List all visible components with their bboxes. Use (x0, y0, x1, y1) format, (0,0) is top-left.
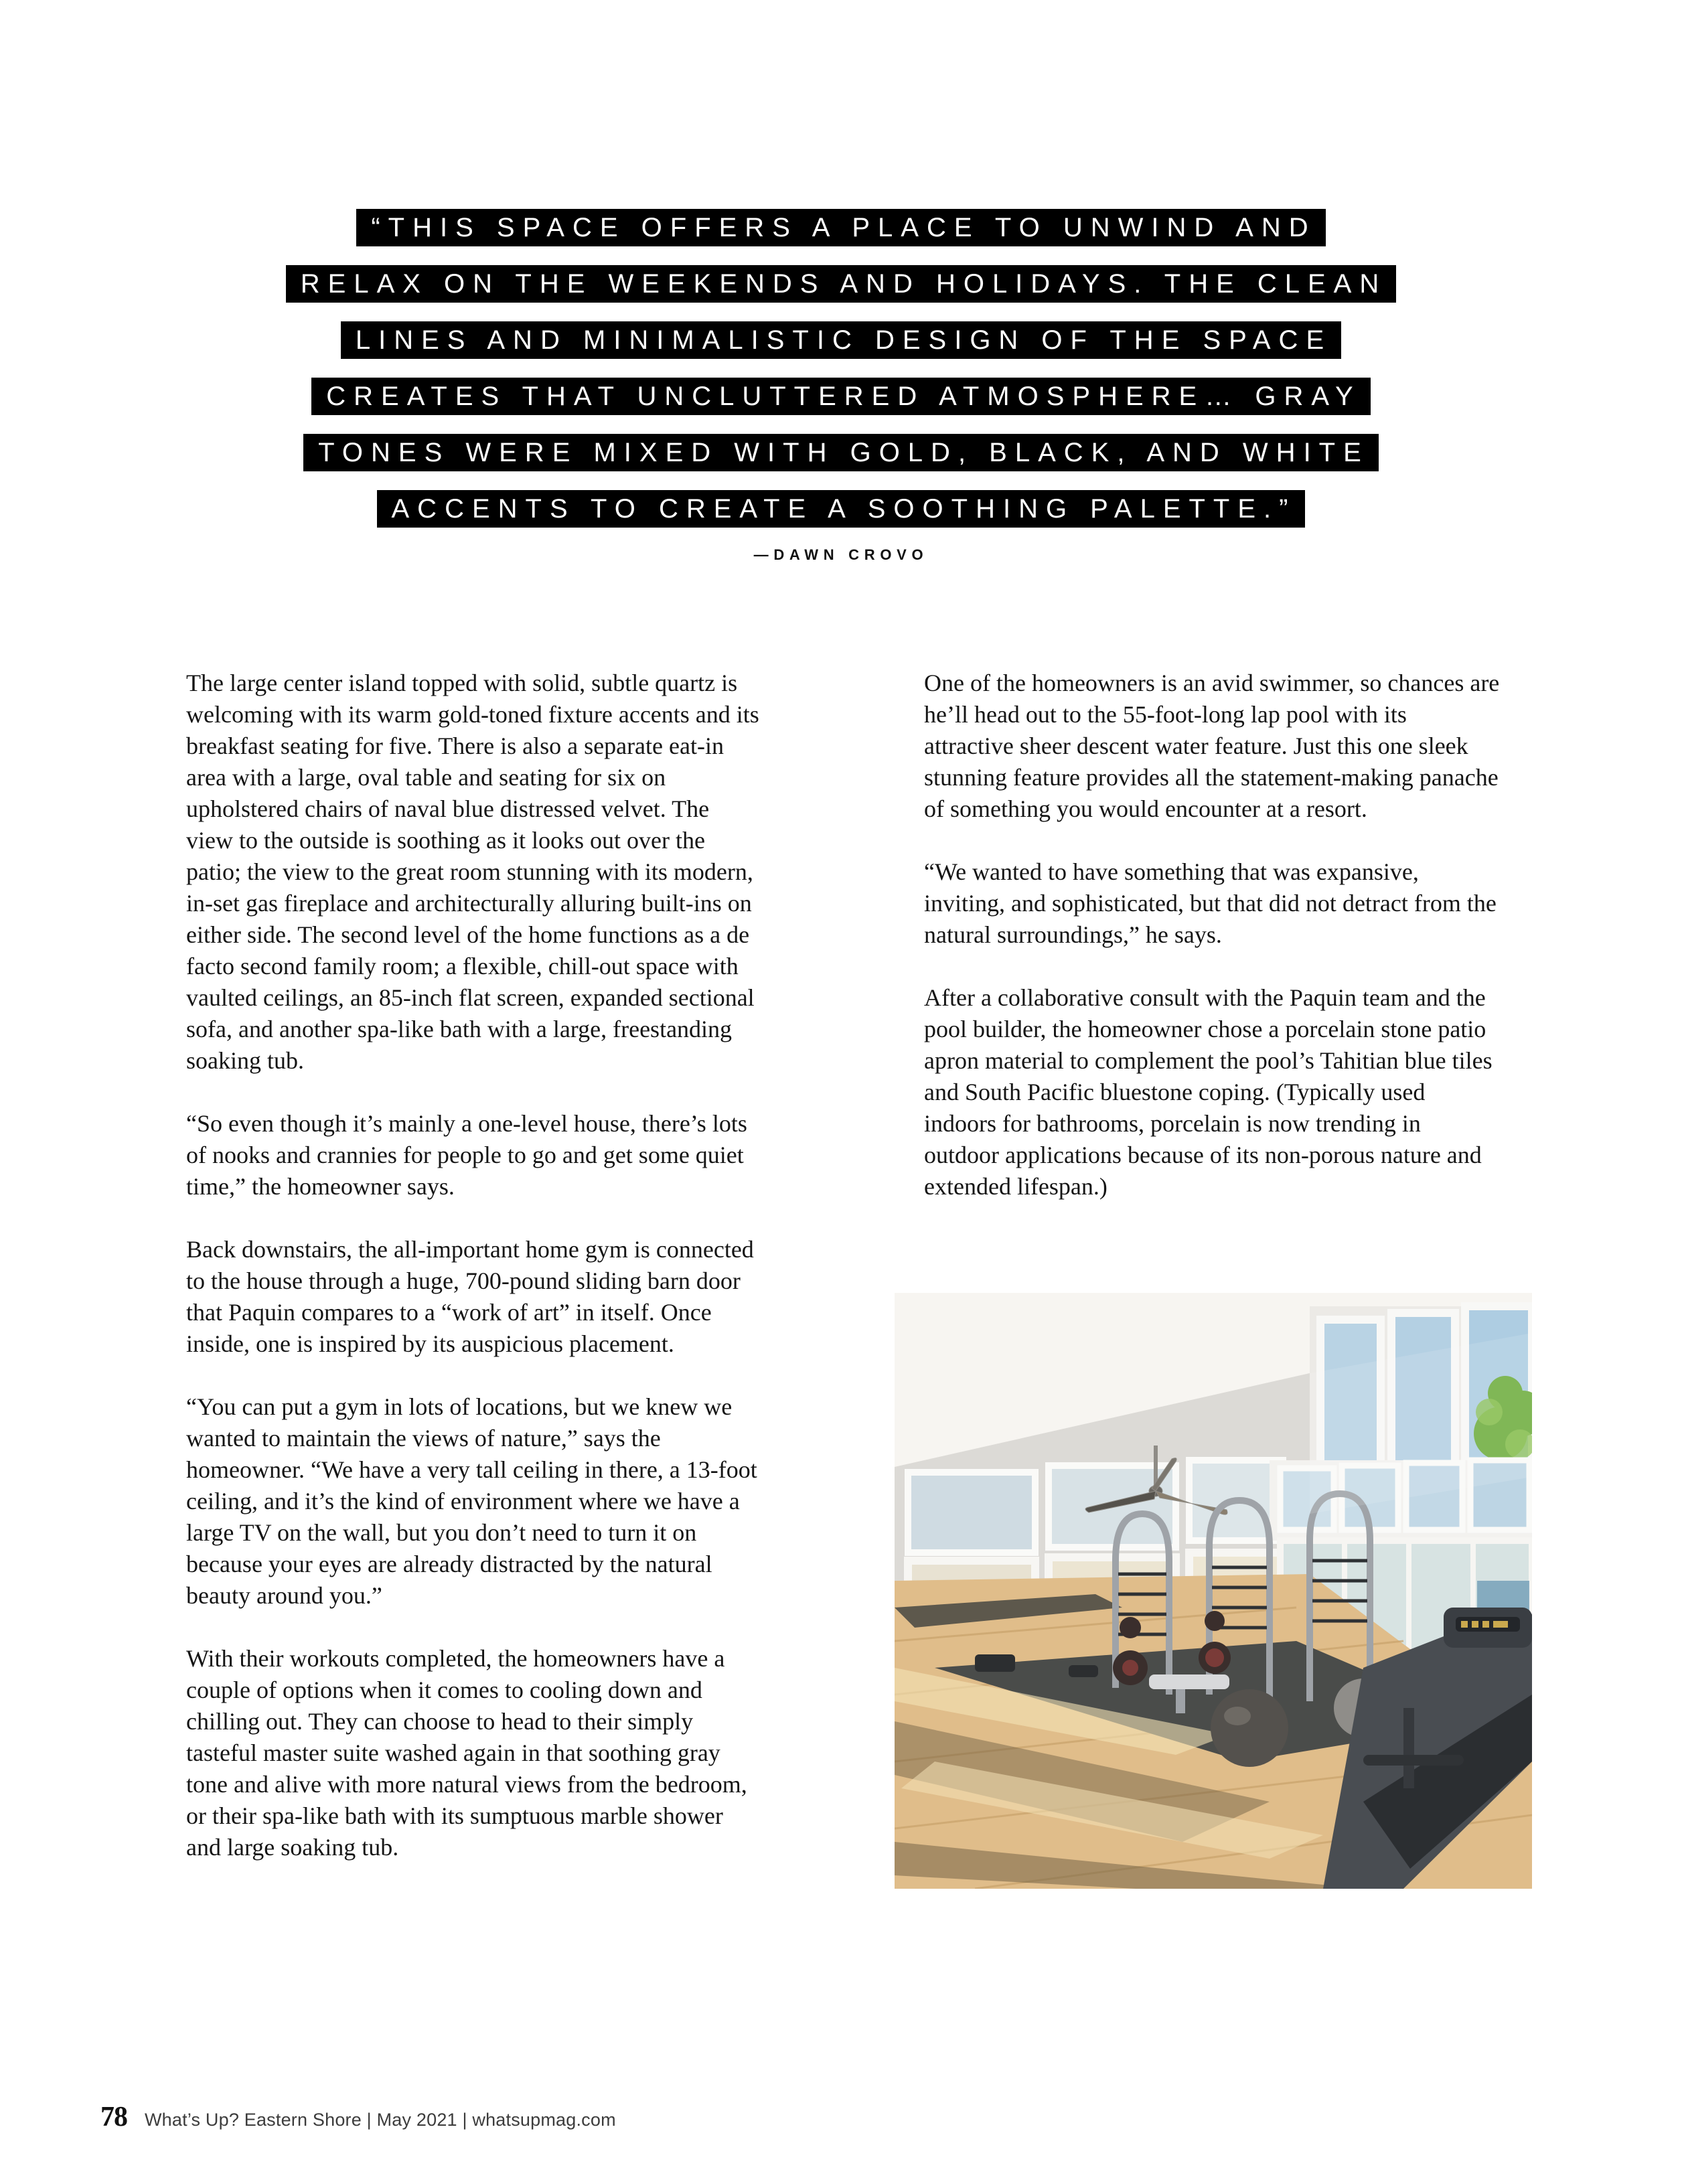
body-paragraph: “You can put a gym in lots of locations, but we knew we wanted to maintain the views of nature,” says the homeowner. “We have a very tall ceiling in there, a 13-foot ceiling, and it’s the kind of environment where we have a large TV on the wall, but you don’t need to turn it on because your eyes are already distracted by the natural beauty around you.” (186, 1393, 757, 1609)
home-gym-photo (895, 1293, 1532, 1889)
right-column (924, 668, 1500, 1895)
quote-bar-text: “THIS SPACE OFFERS A PLACE TO UNWIND AND (356, 209, 1325, 246)
body-paragraph: Back downstairs, the all-important home gym is connected to the house through a huge, 700-pound sliding barn door that Paquin compares to a “work of art” in itself. Once inside, one is inspired by its auspicious placement. (186, 1236, 754, 1357)
body-paragraph: With their workouts completed, the homeowners have a couple of options when it comes to cooling down and chilling out. They can choose to head to their simply tasteful master suite washed again in that soothing gray tone and alive with more natural views from the bedroom, or their spa-like bath with its sumptuous marble shower and large soaking tub. (186, 1645, 747, 1861)
body-paragraph: One of the homeowners is an avid swimmer, so chances are he’ll head out to the 55-foot-long lap pool with its attractive sheer descent water feature. Just this one sleek stunning feature provides all the statement-making panache of something you would encounter at a resort. (924, 670, 1500, 822)
quote-line (0, 378, 1682, 415)
left-column (186, 668, 762, 1895)
quote-bar-text: TONES WERE MIXED WITH GOLD, BLACK, AND WHITE (303, 434, 1379, 471)
quote-line (0, 434, 1682, 471)
body-paragraph: After a collaborative consult with the Paquin team and the pool builder, the homeowner chose a porcelain stone patio apron material to complement the pool’s Tahitian blue tiles and South Pacific bluestone coping. (Typically used indoors for bathrooms, porcelain is now trending in outdoor applications because of its non-porous nature and extended lifespan.) (924, 984, 1493, 1200)
quote-bar-text: ACCENTS TO CREATE A SOOTHING PALETTE.” (377, 490, 1306, 528)
article-body (0, 668, 1682, 1895)
footer-magazine-info: What’s Up? Eastern Shore | May 2021 | whatsupmag.com (145, 2110, 616, 2130)
quote-bar-text: CREATES THAT UNCLUTTERED ATMOSPHERE… GRAY (311, 378, 1370, 415)
quote-attribution: —DAWN CROVO (753, 546, 929, 563)
quote-line (0, 490, 1682, 528)
page-number: 78 (100, 2102, 127, 2132)
quote-line (0, 265, 1682, 303)
page-footer (100, 2101, 616, 2133)
quote-line (0, 209, 1682, 246)
quote-bar-text: LINES AND MINIMALISTIC DESIGN OF THE SPACE (341, 321, 1341, 359)
pull-quote (0, 0, 1682, 564)
body-paragraph: “We wanted to have something that was expansive, inviting, and sophisticated, but that did not detract from the natural surroundings,” he says. (924, 858, 1497, 948)
quote-line (0, 321, 1682, 359)
body-paragraph: The large center island topped with solid, subtle quartz is welcoming with its warm gold-toned fixture accents and its breakfast seating for five. There is also a separate eat-in area with a large, oval table and seating for six on upholstered chairs of naval blue distressed velvet. The view to the outside is soothing as it looks out over the patio; the view to the great room stunning with its modern, in-set gas fireplace and architecturally alluring built-ins on either side. The second level of the home functions as a de facto second family room; a flexible, chill-out space with vaulted ceilings, an 85-inch flat screen, expanded sectional sofa, and another spa-like bath with a large, freestanding soaking tub. (186, 670, 759, 1074)
body-paragraph: “So even though it’s mainly a one-level house, there’s lots of nooks and crannies for people to go and get some quiet time,” the homeowner says. (186, 1110, 747, 1200)
home-gym-photo-graphic (895, 1293, 1532, 1889)
quote-bar-text: RELAX ON THE WEEKENDS AND HOLIDAYS. THE CLEAN (286, 265, 1397, 303)
